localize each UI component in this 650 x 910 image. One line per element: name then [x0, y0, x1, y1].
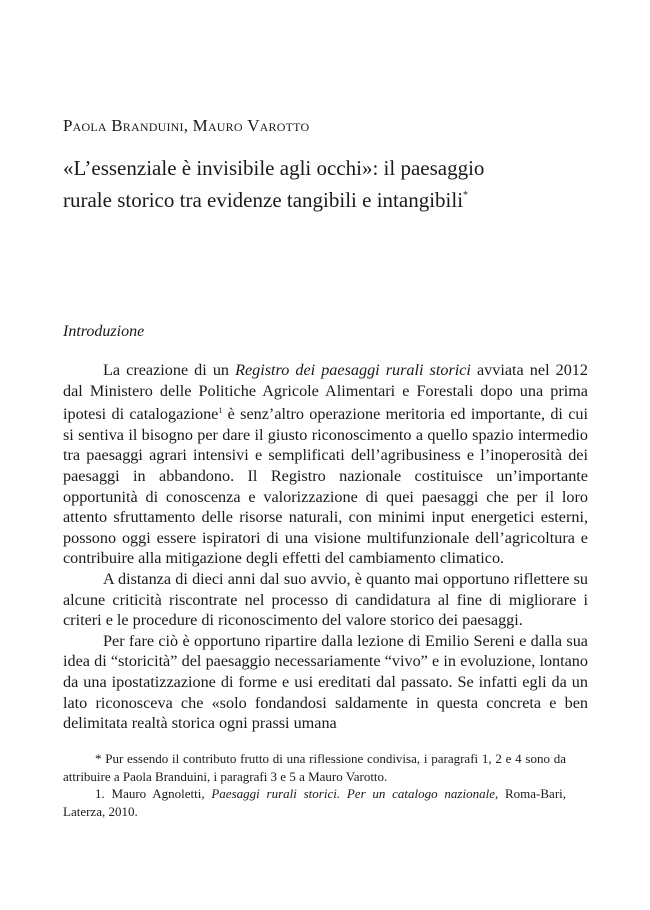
p1-text-start: La creazione di un	[103, 361, 236, 379]
p1-italic-title: Registro dei paesaggi rurali storici	[235, 361, 471, 379]
body-text	[63, 360, 588, 734]
author2-last-name: Varotto	[247, 116, 310, 135]
p1-text-middle: avviata nel 2012 dal Ministero delle Politiche Agricole Alimentari e Forestali dopo una prima ipotesi di catalogazione	[63, 361, 588, 424]
footnotes	[63, 750, 566, 820]
title-line-2-text: rurale storico tra evidenze tangibili e intangibili	[63, 188, 464, 212]
section-heading: Introduzione	[63, 323, 145, 340]
paragraph-3: Per fare ciò è opportuno ripartire dalla lezione di Emilio Sereni e dalla sua idea di “storicità” del paesaggio necessariamente “vivo” e in evoluzione, lontano da una ipostatizzazione di forme e usi ereditati dal passato. Se infatti egli da un lato riconosceva che «solo fondandosi saldamente in questa concreta e ben delimitata realtà storica ogni prassi umana	[63, 631, 588, 733]
title-line-1: «L’essenziale è invisibile agli occhi»: il paesaggio	[63, 156, 485, 180]
footnote-1	[63, 785, 566, 820]
author-separator: ,	[183, 116, 189, 135]
footnote-1-book-title: Paesaggi rurali storici. Per un catalogo nazionale	[211, 786, 495, 802]
chapter-title	[63, 154, 623, 214]
footnote-star: * Pur essendo il contributo frutto di una riflessione condivisa, i paragrafi 1, 2 e 4 sono da attribuire a Paola Branduini, i paragrafi 3 e 5 a Mauro Varotto.	[63, 751, 566, 784]
footnote-ref-1: 1	[218, 406, 223, 416]
author1-first-name: Paola	[63, 116, 107, 135]
paragraph-2: A distanza di dieci anni dal suo avvio, è quanto mai opportuno riflettere su alcune criticità riscontrate nel processo di candidatura al fine di migliorare i criteri e le procedure di riconoscimento del valore storico dei paesaggi.	[63, 569, 588, 630]
author1-last-name: Branduini	[111, 116, 184, 135]
p1-text-end: è senz’altro operazione meritoria ed importante, di cui si sentiva il bisogno per dare il giusto riconoscimento a quello spazio intermedio tra paesaggi agrari intensivi e semplificati dell’agribusiness e l’inoperosità dei paesaggi in abbandono. Il Registro nazionale costituisce un’importante opportunità di conoscenza e valorizzazione di quei paesaggi che per il loro attento sfruttamento delle risorse naturali, con minimi input energetici esterni, possono oggi essere ispiratori di una visione multifunzionale dell’agricoltura e contribuire alla mitigazione degli effetti del cambiamento climatico.	[63, 405, 588, 568]
title-line-2	[63, 182, 623, 214]
paragraph-1	[63, 360, 588, 569]
title-footnote-marker: *	[463, 190, 469, 201]
footnote-1-end: , Roma-Bari, Laterza, 2010.	[63, 786, 567, 819]
author2-first-name: Mauro	[192, 116, 243, 135]
footnote-1-start: 1. Mauro Agnoletti,	[95, 786, 212, 802]
author-line	[63, 116, 309, 136]
